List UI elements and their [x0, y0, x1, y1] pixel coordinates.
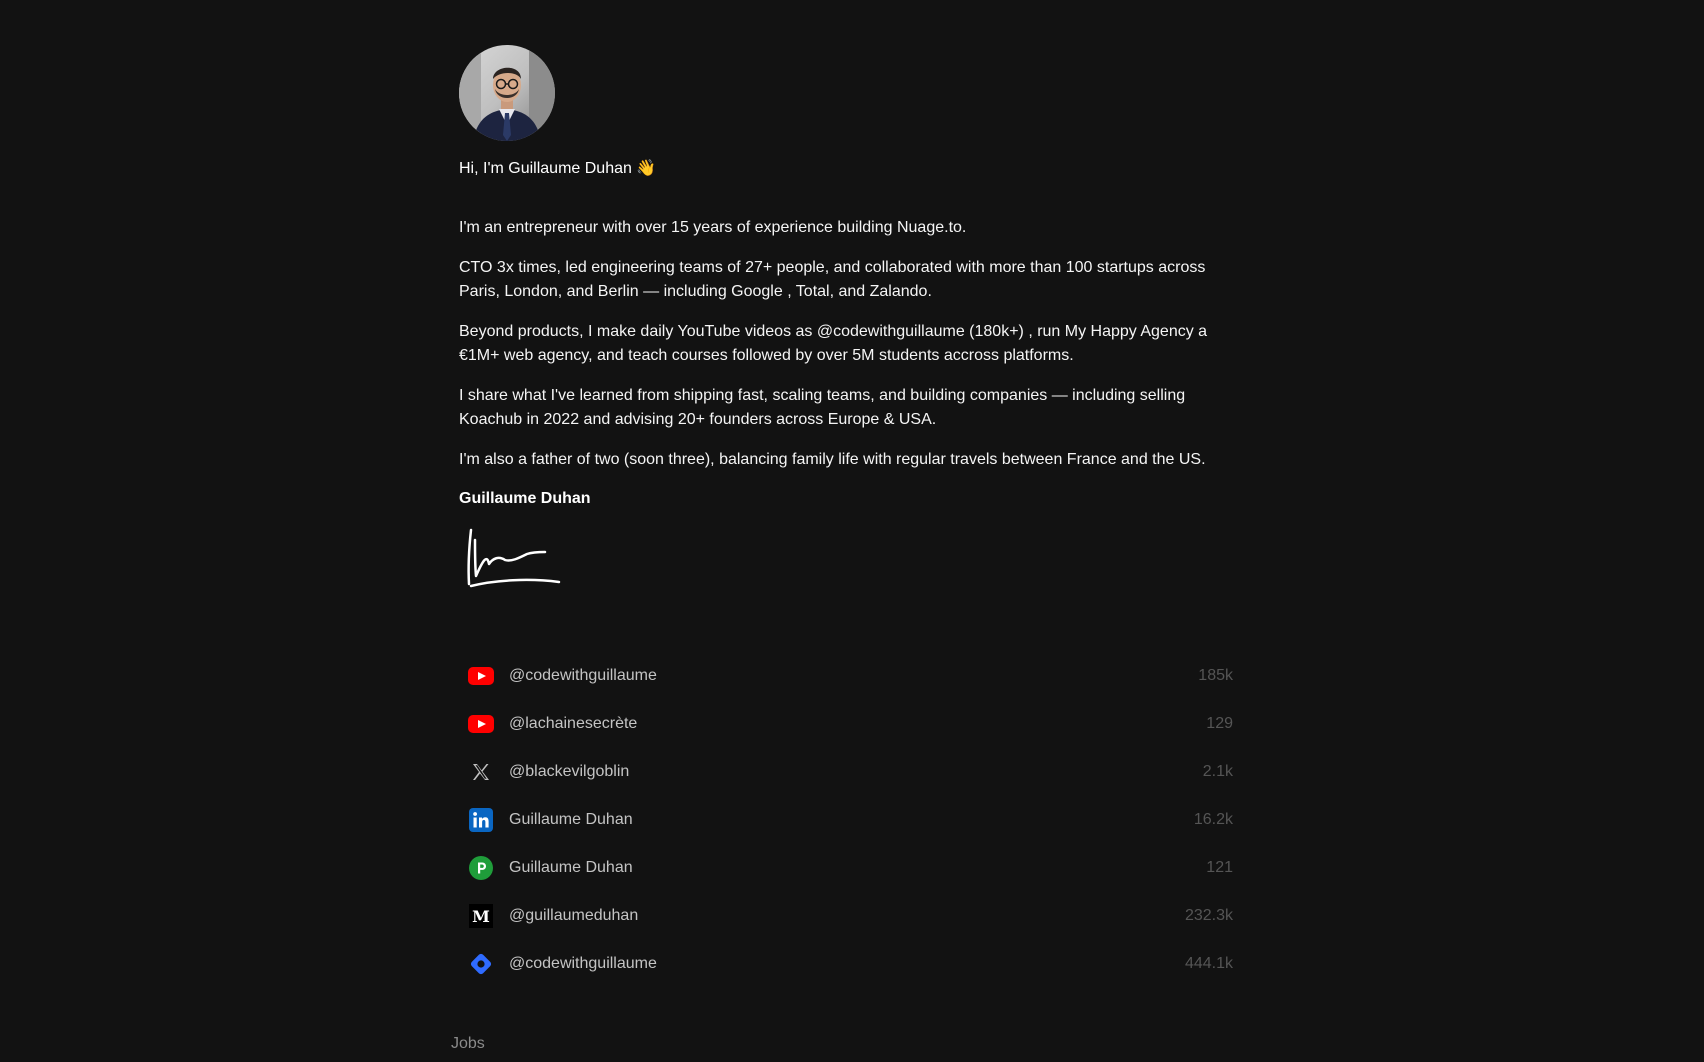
jobs-section-label[interactable]: Jobs: [451, 1035, 485, 1052]
social-count: 232.3k: [1184, 907, 1233, 924]
social-handle: @codewithguillaume: [509, 955, 657, 972]
social-count: 185k: [1198, 667, 1233, 684]
social-handle: @blackevilgoblin: [509, 763, 630, 780]
social-count: 444.1k: [1184, 955, 1233, 972]
bio-paragraph: Beyond products, I make daily YouTube videos as @codewithguillaume (180k+) , run My Happy Agency a €1M+ web agency, and teach courses followed by over 5M students accross platforms.: [459, 323, 1208, 364]
signature-image: [459, 518, 569, 590]
social-handle: @guillaumeduhan: [509, 907, 639, 924]
profile-section: [459, 45, 1233, 590]
bio-paragraph: I share what I've learned from shipping fast, scaling teams, and building companies — including selling Koachub in 2022 and advising 20+ founders across Europe & USA.: [459, 387, 1186, 428]
x-icon: [468, 759, 494, 785]
bio-paragraph: I'm an entrepreneur with over 15 years of experience building Nuage.to.: [459, 219, 967, 236]
bio-paragraph: I'm also a father of two (soon three), balancing family life with regular travels between France and the US.: [459, 451, 1206, 468]
social-link-x[interactable]: [459, 748, 1233, 796]
avatar-photo: [459, 45, 555, 141]
bio-paragraph: CTO 3x times, led engineering teams of 27+ people, and collaborated with more than 100 startups across Paris, London, and Berlin — including Google , Total, and Zalando.: [459, 259, 1206, 300]
youtube-icon: [468, 711, 494, 737]
signature-name: Guillaume Duhan: [459, 490, 591, 507]
medium-icon: [468, 903, 494, 929]
social-count: 121: [1206, 859, 1233, 876]
social-handle: @codewithguillaume: [509, 667, 657, 684]
avatar: [459, 45, 555, 141]
producthunt-icon: [468, 855, 494, 881]
social-link-diamond[interactable]: [459, 940, 1233, 988]
bio: [459, 216, 1233, 472]
linkedin-icon: [468, 807, 494, 833]
blue-diamond-icon: [468, 951, 494, 977]
social-handle: @lachainesecrète: [509, 715, 638, 732]
social-link-youtube-codewithguillaume[interactable]: [459, 652, 1233, 700]
youtube-icon: [468, 663, 494, 689]
social-link-linkedin[interactable]: [459, 796, 1233, 844]
greeting: Hi, I'm Guillaume Duhan 👋: [459, 160, 657, 177]
social-link-medium[interactable]: [459, 892, 1233, 940]
social-count: 129: [1206, 715, 1233, 732]
social-handle: Guillaume Duhan: [509, 811, 633, 828]
social-links: [459, 652, 1233, 988]
svg-text:M: M: [472, 907, 490, 926]
social-link-producthunt[interactable]: [459, 844, 1233, 892]
social-count: 16.2k: [1193, 811, 1233, 828]
social-count: 2.1k: [1202, 763, 1233, 780]
social-handle: Guillaume Duhan: [509, 859, 633, 876]
social-link-youtube-lachainesecrete[interactable]: [459, 700, 1233, 748]
